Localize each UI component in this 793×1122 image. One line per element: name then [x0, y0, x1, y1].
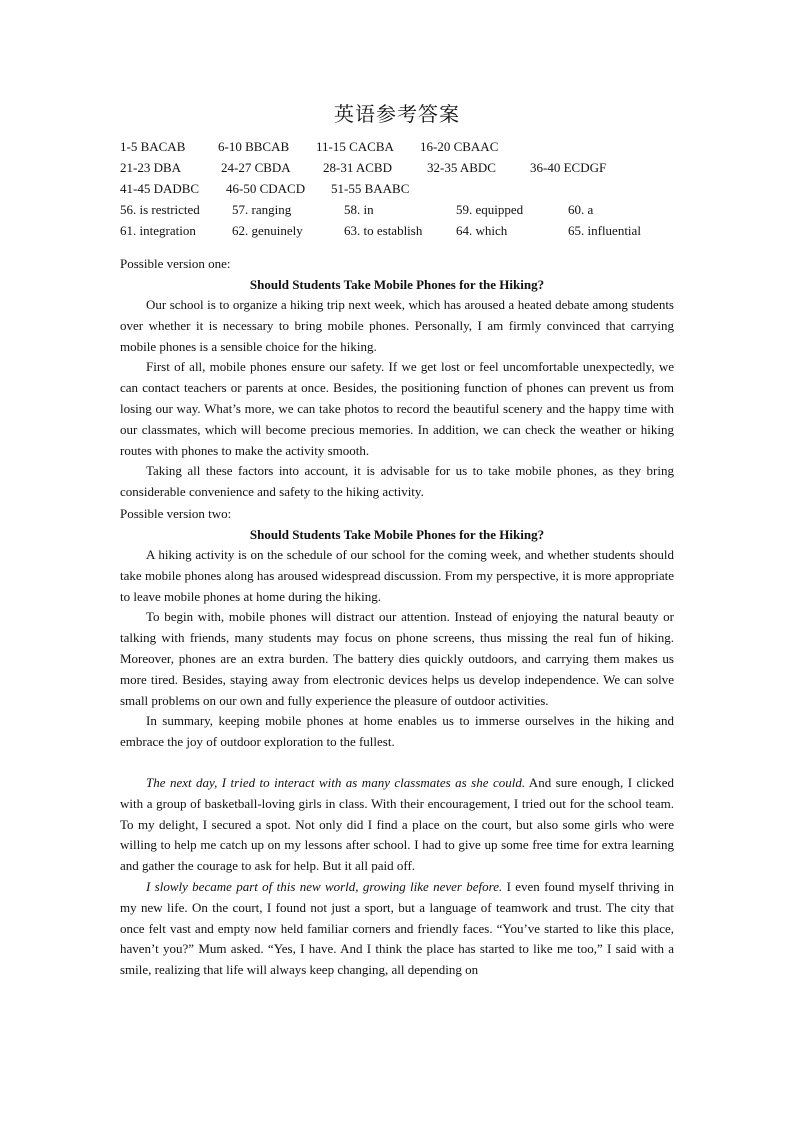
continuation-body: I even found myself thriving in my new life. On the court, I found not just a sport, but a language of teamwork and trust. The city that once felt vast and empty now held familiar corners and friendly faces. “You’ve started to like this place, haven’t you?” Mum asked. “Yes, I have. And I think the place has started to like me too,” I said with a smile, realizing that life will always keep changing, all depending on: [120, 878, 674, 978]
answer-item: 41-45 DADBC: [120, 181, 200, 196]
answer-item: 64. which: [456, 223, 508, 238]
version-two-paragraph: In summary, keeping mobile phones at home enables us to immerse ourselves in the hiking and embrace the joy of outdoor exploration to the fullest.: [120, 713, 674, 750]
answer-item: 63. to establish: [344, 223, 423, 238]
version-two-paragraph: A hiking activity is on the schedule of our school for the coming week, and whether students should take mobile phones along has aroused widespread discussion. From my perspective, it is more appropriate to leave mobile phones at home during the hiking.: [120, 546, 674, 604]
version-one-paragraph: First of all, mobile phones ensure our safety. If we get lost or feel uncomfortable unexpectedly, we can contact teachers or parents at once. Besides, the positioning function of phones can prevent us from losing our way. What’s more, we can take photos to record the beautiful scenery and the happy time with our classmates, which will become precious memories. In addition, we can check the weather or hiking routes with phones to make the activity smooth.: [120, 359, 674, 458]
version-one-title: Should Students Take Mobile Phones for the Hiking?: [249, 277, 545, 292]
continuation-paragraph: [120, 773, 674, 877]
answer-item: 1-5 BACAB: [120, 139, 186, 154]
answer-item: 58. in: [344, 202, 374, 217]
continuation-body: And sure enough, I clicked with a group of basketball-loving girls in class. With their encouragement, I tried out for the school team. To my delight, I secured a spot. Not only did I find a place on the court, but also some girls who were willing to help me catch up on my lessons after school. I had to give up some free time for extra learning and gather the courage to ask for help. But it all paid off.: [120, 774, 674, 874]
answer-item: 11-15 CACBA: [316, 139, 394, 154]
version-one-paragraph: Taking all these factors into account, it is advisable for us to take mobile phones, as they bring considerable convenience and safety to the hiking activity.: [120, 463, 674, 500]
continuation-lead-sentence: The next day, I tried to interact with as many classmates as she could.: [146, 774, 526, 790]
answer-item: 16-20 CBAAC: [420, 139, 499, 154]
page-title: 英语参考答案: [334, 104, 460, 126]
version-one-label: Possible version one:: [120, 256, 231, 271]
answer-item: 6-10 BBCAB: [218, 139, 290, 154]
answer-document: [120, 100, 674, 981]
version-one-paragraph: Our school is to organize a hiking trip next week, which has aroused a heated debate among students over whether it is necessary to bring mobile phones. Personally, I am firmly convinced that carrying mobile phones is a sensible choice for the hiking.: [120, 297, 674, 354]
answer-row-3: [120, 178, 674, 199]
answer-item: 24-27 CBDA: [221, 160, 291, 175]
continuation-lead-sentence: I slowly became part of this new world, growing like never before.: [146, 878, 503, 894]
version-two-paragraph: To begin with, mobile phones will distract our attention. Instead of enjoying the natural beauty or talking with friends, many students may focus on phone screens, thus missing the real fun of hiking. Moreover, phones are an extra burden. The battery dies quickly outdoors, and carrying them makes us more tired. Besides, staying away from electronic devices helps us develop independence. We can solve small problems on our own and fully experience the pleasure of outdoor activities.: [120, 609, 674, 708]
answer-item: 46-50 CDACD: [226, 181, 306, 196]
version-two-title: Should Students Take Mobile Phones for the Hiking?: [249, 526, 545, 542]
answer-item: 57. ranging: [232, 202, 292, 217]
answer-item: 51-55 BAABC: [331, 181, 410, 196]
answer-row-5: [120, 220, 674, 241]
version-two-label: Possible version two:: [120, 505, 232, 521]
continuation-paragraph: [120, 877, 674, 981]
answer-item: 62. genuinely: [232, 223, 303, 238]
answer-item: 32-35 ABDC: [427, 160, 496, 175]
answer-item: 28-31 ACBD: [323, 160, 392, 175]
answer-item: 60. a: [568, 202, 594, 217]
answer-row-4: [120, 199, 674, 220]
answer-item: 21-23 DBA: [120, 160, 182, 175]
answer-item: 61. integration: [120, 223, 196, 238]
answer-item: 65. influential: [568, 223, 641, 238]
answer-row-1: [120, 136, 674, 157]
answer-item: 56. is restricted: [120, 202, 200, 217]
answer-item: 59. equipped: [456, 202, 524, 217]
answer-row-2: [120, 157, 674, 178]
answer-item: 36-40 ECDGF: [530, 160, 607, 175]
